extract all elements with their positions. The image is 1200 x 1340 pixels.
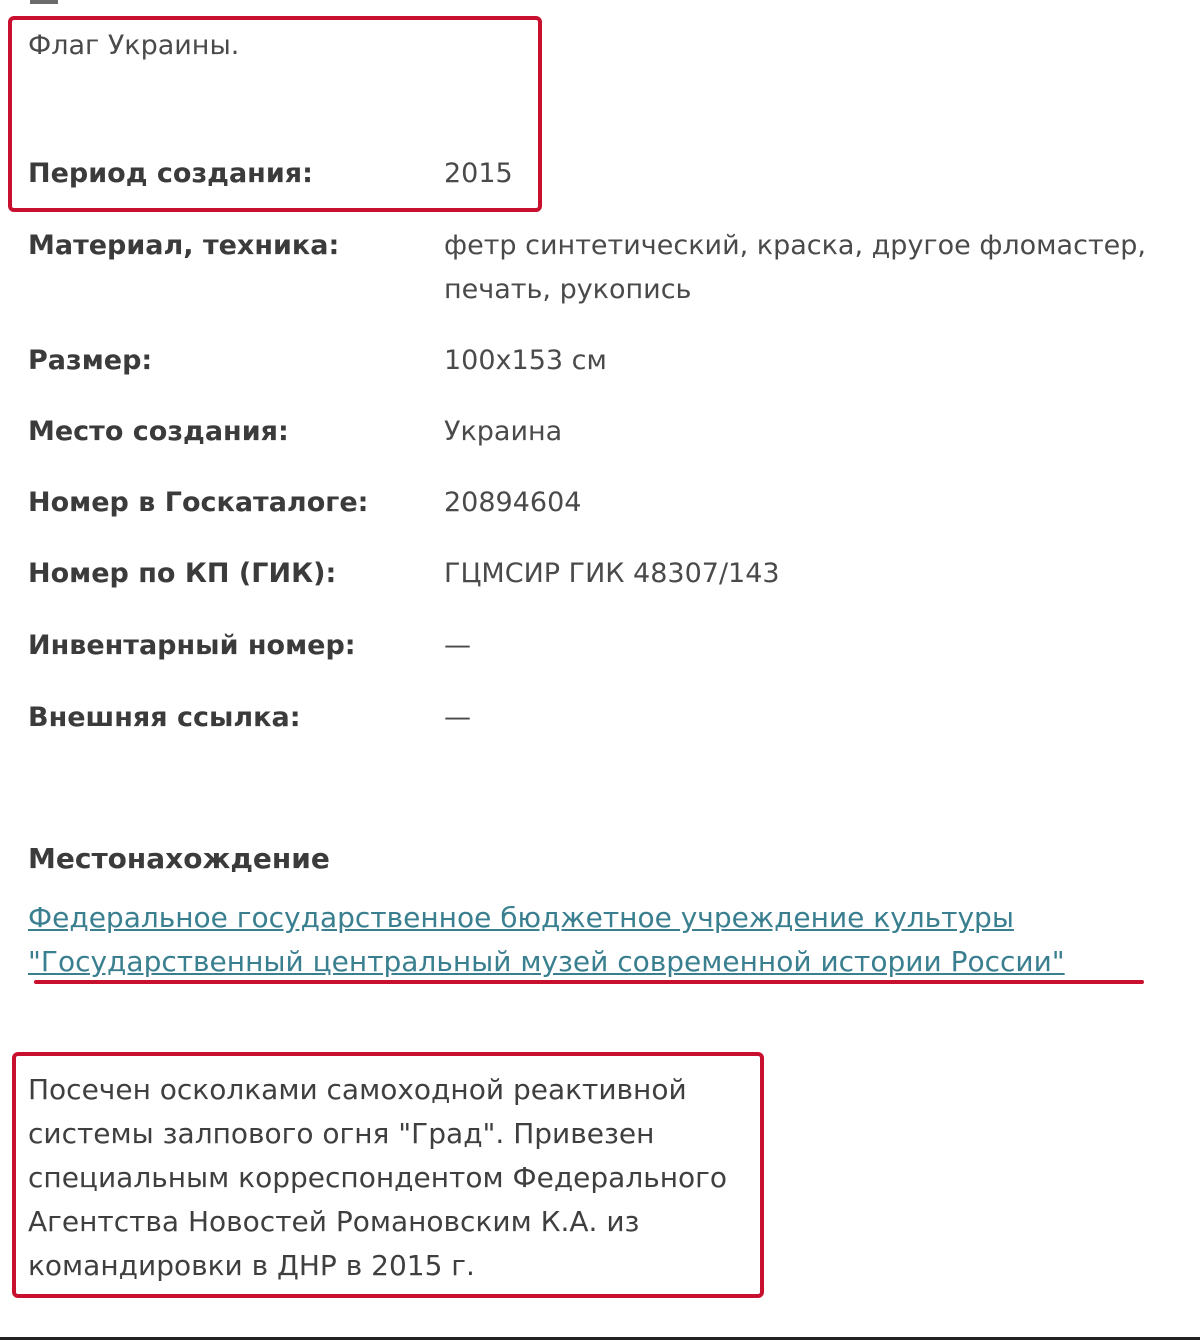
field-label-inventory: Инвентарный номер: [28, 630, 356, 661]
field-label-kp: Номер по КП (ГИК): [28, 558, 337, 589]
object-description-note: Посечен осколками самоходной реактивной системы залпового огня "Град". Привезен специальным корреспондентом Федерального Агентства Новостей Романовским К.А. из командировки в ДНР в 2015 г. [28, 1073, 728, 1282]
field-value-material: фетр синтетический, краска, другое фломастер, печать, рукопись [444, 230, 1146, 305]
field-label-external-link: Внешняя ссылка: [28, 702, 301, 733]
field-value-period: 2015 [444, 158, 513, 189]
field-label-period: Период создания: [28, 158, 313, 189]
field-value-kp: ГЦМСИР ГИК 48307/143 [444, 558, 780, 589]
field-row-inventory [28, 624, 1180, 668]
field-value-place: Украина [444, 416, 563, 447]
field-label-material: Материал, техника: [28, 230, 340, 261]
field-value-inventory: — [444, 630, 471, 661]
field-value-size: 100x153 см [444, 345, 607, 376]
top-edge-mark [30, 0, 58, 4]
field-label-place: Место создания: [28, 416, 289, 447]
location-museum-link[interactable]: Федеральное государственное бюджетное учреждение культуры "Государственный центральный музей современной истории России" [28, 901, 1065, 978]
field-label-goscatalog: Номер в Госкаталоге: [28, 487, 369, 518]
field-row-period [28, 152, 1180, 196]
field-row-external-link [28, 696, 1180, 740]
field-row-material [28, 224, 1180, 312]
field-value-goscatalog: 20894604 [444, 487, 582, 518]
highlight-underline [34, 980, 1144, 984]
field-label-size: Размер: [28, 345, 153, 376]
field-value-external-link: — [444, 702, 471, 733]
object-title: Флаг Украины. [28, 30, 240, 61]
location-heading: Местонахождение [28, 842, 330, 875]
field-row-goscatalog [28, 481, 1180, 525]
field-row-place [28, 410, 1180, 454]
field-row-kp [28, 552, 1180, 596]
field-row-size [28, 339, 1180, 383]
